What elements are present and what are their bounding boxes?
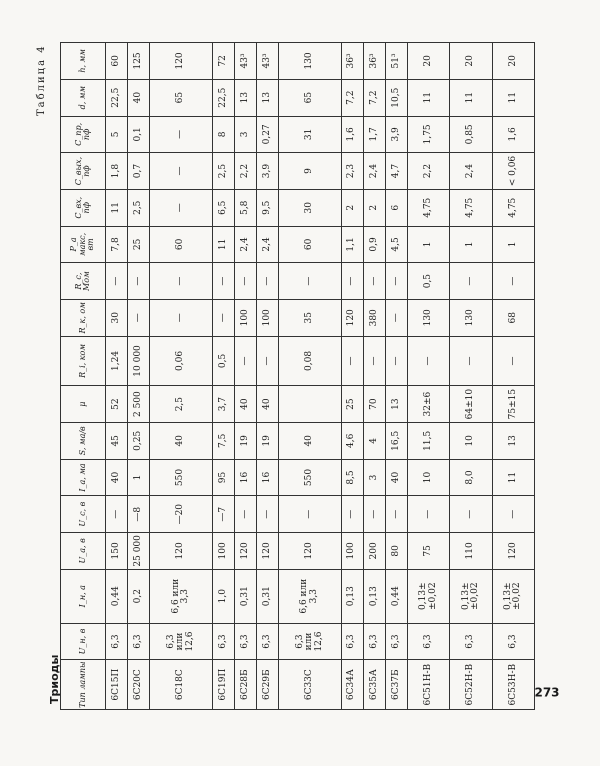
table-cell: — (257, 336, 279, 386)
lamp-type-cell: 6С52Н-В (450, 660, 492, 710)
table-cell: 19 (234, 422, 256, 459)
table-cell: — (257, 263, 279, 300)
header-row (61, 43, 106, 710)
table-cell: 4,6 (341, 422, 363, 459)
table-cell: 6,3 (234, 623, 256, 660)
table-cell: 0,13± ±0,02 (408, 569, 450, 623)
table-cell: 1,75 (408, 116, 450, 153)
table-cell: 45 (106, 422, 128, 459)
table-row (128, 43, 150, 710)
table-cell: 1 (492, 226, 534, 263)
lamp-type-cell: 6С18С (150, 660, 212, 710)
table-cell: — (363, 336, 385, 386)
column-header: С_пр, пф (61, 116, 106, 153)
table-cell: 60 (150, 226, 212, 263)
table-cell: — (492, 336, 534, 386)
table-cell: — (363, 263, 385, 300)
table-cell: — (234, 336, 256, 386)
table-cell: — (363, 496, 385, 533)
table-cell: — (106, 496, 128, 533)
table-cell: 4,75 (492, 189, 534, 226)
table-cell: 7,2 (363, 79, 385, 116)
table-cell: 25 (128, 226, 150, 263)
table-cell: 5,8 (234, 189, 256, 226)
lamp-type-cell: 6С34А (341, 660, 363, 710)
table-cell: 52 (106, 386, 128, 423)
table-cell: — (450, 336, 492, 386)
table-cell: 43³ (234, 43, 256, 80)
table-cell: 95 (212, 459, 234, 496)
table-cell: — (150, 189, 212, 226)
table-cell: 25 000 (128, 533, 150, 570)
table-cell: — (234, 496, 256, 533)
column-header: R_к, ом (61, 299, 106, 336)
table-cell: 51³ (385, 43, 407, 80)
table-cell: 2 (341, 189, 363, 226)
table-cell: 1 (408, 226, 450, 263)
table-cell: — (408, 496, 450, 533)
column-header: S, ма/в (61, 422, 106, 459)
table-cell: — (212, 263, 234, 300)
table-cell: 130 (408, 299, 450, 336)
table-cell: 10,5 (385, 79, 407, 116)
column-header: U_н, в (61, 623, 106, 660)
table-cell: 0,5 (212, 336, 234, 386)
table-cell: 80 (385, 533, 407, 570)
table-cell: 1,24 (106, 336, 128, 386)
table-cell: 13 (492, 422, 534, 459)
table-cell: 11 (450, 79, 492, 116)
table-cell: 0,13 (363, 569, 385, 623)
lamp-type-cell: 6С33С (279, 660, 341, 710)
table-cell: — (150, 263, 212, 300)
table-cell: 36³ (341, 43, 363, 80)
column-header: U_с, в (61, 496, 106, 533)
table-cell: 100 (212, 533, 234, 570)
table-cell: 8,0 (450, 459, 492, 496)
table-cell: — (279, 496, 341, 533)
table-cell: 3,9 (257, 153, 279, 190)
table-cell: 0,85 (450, 116, 492, 153)
table-cell: — (492, 496, 534, 533)
table-cell: 75±15 (492, 386, 534, 423)
table-cell: 6,3 (385, 623, 407, 660)
table-cell: 16 (257, 459, 279, 496)
table-cell: 6,5 (212, 189, 234, 226)
table-cell: 25 (341, 386, 363, 423)
table-cell: —20 (150, 496, 212, 533)
table-cell: 120 (150, 533, 212, 570)
table-cell: 11 (492, 79, 534, 116)
table-cell: — (150, 116, 212, 153)
table-cell: 2 500 (128, 386, 150, 423)
column-header: h, мм (61, 43, 106, 80)
table-cell: 100 (234, 299, 256, 336)
table-cell: 2,2 (408, 153, 450, 190)
table-cell: 40 (279, 422, 341, 459)
table-cell: 3 (363, 459, 385, 496)
column-header: U_а, в (61, 533, 106, 570)
table-cell: 60 (279, 226, 341, 263)
column-header: R_с, Мом (61, 263, 106, 300)
table-cell: 7,5 (212, 422, 234, 459)
table-row (234, 43, 256, 710)
table-cell: 13 (385, 386, 407, 423)
table-cell: 0,13± ±0,02 (492, 569, 534, 623)
table-cell: 1 (450, 226, 492, 263)
table-row (408, 43, 450, 710)
table-cell: 30 (106, 299, 128, 336)
table-cell: — (341, 263, 363, 300)
table-cell: 110 (450, 533, 492, 570)
table-cell: 120 (257, 533, 279, 570)
table-cell: 130 (450, 299, 492, 336)
lamp-type-cell: 6С15П (106, 660, 128, 710)
table-cell: 1,1 (341, 226, 363, 263)
table-cell: 4,75 (408, 189, 450, 226)
table-cell: 40 (257, 386, 279, 423)
table-cell: 40 (106, 459, 128, 496)
table-cell: — (106, 263, 128, 300)
lamp-type-cell: 6С29Б (257, 660, 279, 710)
table-cell: 11 (212, 226, 234, 263)
table-cell: —7 (212, 496, 234, 533)
table-cell: 40 (234, 386, 256, 423)
table-cell: —8 (128, 496, 150, 533)
table-cell: 1,8 (106, 153, 128, 190)
table-cell: 40 (385, 459, 407, 496)
table-cell: 11,5 (408, 422, 450, 459)
table-cell: 10 000 (128, 336, 150, 386)
column-header: С_вых, пф (61, 153, 106, 190)
table-cell: 0,31 (234, 569, 256, 623)
table-cell: 19 (257, 422, 279, 459)
table-cell: — (257, 496, 279, 533)
table-cell: 1,0 (212, 569, 234, 623)
table-cell: 11 (492, 459, 534, 496)
table-cell: 8,5 (341, 459, 363, 496)
table-cell: 22,5 (212, 79, 234, 116)
table-cell: 35 (279, 299, 341, 336)
table-cell: 4,75 (450, 189, 492, 226)
table-cell: 3,7 (212, 386, 234, 423)
table-cell: 2,4 (450, 153, 492, 190)
table-cell: 550 (150, 459, 212, 496)
table-cell: 2,5 (212, 153, 234, 190)
table-cell: 0,13± ±0,02 (450, 569, 492, 623)
table-cell: 16,5 (385, 422, 407, 459)
table-cell: — (408, 336, 450, 386)
lamp-type-cell: 6С19П (212, 660, 234, 710)
table-cell: 100 (341, 533, 363, 570)
page-number: 273 (534, 685, 560, 700)
table-cell: 550 (279, 459, 341, 496)
table-cell: 0,25 (128, 422, 150, 459)
table-cell: 6,3 (212, 623, 234, 660)
table-cell: 6,3 или 12,6 (279, 623, 341, 660)
table-cell: 120 (150, 43, 212, 80)
table-cell: 6,6 или 3,3 (150, 569, 212, 623)
table-cell: 3 (234, 116, 256, 153)
table-cell: 4,5 (385, 226, 407, 263)
table-cell: 65 (279, 79, 341, 116)
table-cell: 6,3 (128, 623, 150, 660)
table-cell: 20 (492, 43, 534, 80)
lamp-type-cell: 6С35А (363, 660, 385, 710)
table-cell: 120 (279, 533, 341, 570)
table-cell: 43³ (257, 43, 279, 80)
table-cell: 40 (128, 79, 150, 116)
table-cell: — (128, 299, 150, 336)
table-cell: 65 (150, 79, 212, 116)
table-cell: 120 (341, 299, 363, 336)
table-cell: 2,4 (234, 226, 256, 263)
table-cell: 32±6 (408, 386, 450, 423)
table-cell: 20 (408, 43, 450, 80)
table-row (150, 43, 212, 710)
table-cell: 30 (279, 189, 341, 226)
table-cell: 6,3 (492, 623, 534, 660)
table-cell (279, 386, 341, 423)
table-cell: 6 (385, 189, 407, 226)
table-cell: 5 (106, 116, 128, 153)
column-header: d, мм (61, 79, 106, 116)
table-cell: — (212, 299, 234, 336)
table-cell: 2,4 (363, 153, 385, 190)
column-header: I_а, ма (61, 459, 106, 496)
table-cell: 6,3 (106, 623, 128, 660)
table-cell: — (128, 263, 150, 300)
table-cell: 2,2 (234, 153, 256, 190)
column-header: Р_а макс, вт (61, 226, 106, 263)
table-cell: 2,3 (341, 153, 363, 190)
table-cell: 22,5 (106, 79, 128, 116)
table-cell: 6,3 (450, 623, 492, 660)
table-cell: 4,7 (385, 153, 407, 190)
table-cell: 10 (408, 459, 450, 496)
table-cell: 6,6 или 3,3 (279, 569, 341, 623)
table-cell: 13 (234, 79, 256, 116)
table-cell: 75 (408, 533, 450, 570)
table-cell: 70 (363, 386, 385, 423)
table-cell: 0,08 (279, 336, 341, 386)
table-cell: 36³ (363, 43, 385, 80)
table-cell: 125 (128, 43, 150, 80)
table-cell: 2,5 (150, 386, 212, 423)
table-row (385, 43, 407, 710)
table-row (106, 43, 128, 710)
table-cell: 4 (363, 422, 385, 459)
table-cell: 0,13 (341, 569, 363, 623)
table-cell: 13 (257, 79, 279, 116)
lamp-type-cell: 6С20С (128, 660, 150, 710)
table-cell: 20 (450, 43, 492, 80)
table-cell: — (234, 263, 256, 300)
table-cell: 0,7 (128, 153, 150, 190)
table-cell: 150 (106, 533, 128, 570)
lamp-type-cell: 6С53Н-В (492, 660, 534, 710)
table-cell: 2,4 (257, 226, 279, 263)
table-row (363, 43, 385, 710)
table-cell: 0,1 (128, 116, 150, 153)
table-cell: 7,8 (106, 226, 128, 263)
table-cell: 100 (257, 299, 279, 336)
table-body (106, 43, 535, 710)
table-cell: 72 (212, 43, 234, 80)
table-cell: — (385, 263, 407, 300)
table-cell: 1,6 (492, 116, 534, 153)
table-cell: 380 (363, 299, 385, 336)
triodes-table (60, 42, 535, 710)
table-cell: — (385, 336, 407, 386)
table-cell: — (450, 263, 492, 300)
section-title: Триоды (48, 654, 61, 704)
column-header: Тип лампы (61, 660, 106, 710)
table-cell: 3,9 (385, 116, 407, 153)
table-cell: 6,3 (363, 623, 385, 660)
table-cell: 0,44 (385, 569, 407, 623)
table-cell: 8 (212, 116, 234, 153)
column-header: I_н, а (61, 569, 106, 623)
table-cell: 0,44 (106, 569, 128, 623)
table-cell: 6,3 (257, 623, 279, 660)
table-cell: 0,27 (257, 116, 279, 153)
table-cell: — (341, 336, 363, 386)
table-row (492, 43, 534, 710)
table-cell: 120 (234, 533, 256, 570)
table-cell: 10 (450, 422, 492, 459)
table-cell: 9,5 (257, 189, 279, 226)
table-cell: 200 (363, 533, 385, 570)
table-cell: 0,06 (150, 336, 212, 386)
table-row (257, 43, 279, 710)
column-header: С_вх, пф (61, 189, 106, 226)
table-cell: 0,9 (363, 226, 385, 263)
table-cell: — (341, 496, 363, 533)
table-row (450, 43, 492, 710)
table-cell: 2 (363, 189, 385, 226)
table-cell: 9 (279, 153, 341, 190)
table-cell: 60 (106, 43, 128, 80)
table-row (212, 43, 234, 710)
table-cell: — (279, 263, 341, 300)
table-cell: 11 (106, 189, 128, 226)
table-cell: 6,3 (341, 623, 363, 660)
table-cell: 0,31 (257, 569, 279, 623)
column-header: R_i, ком (61, 336, 106, 386)
table-cell: 130 (279, 43, 341, 80)
table-cell: 120 (492, 533, 534, 570)
table-cell: 6,3 (408, 623, 450, 660)
table-cell: — (450, 496, 492, 533)
table-cell: — (492, 263, 534, 300)
table-cell: 1,6 (341, 116, 363, 153)
table-cell: 6,3 или 12,6 (150, 623, 212, 660)
lamp-type-cell: 6С37Б (385, 660, 407, 710)
table-cell: 2,5 (128, 189, 150, 226)
table-cell: — (385, 299, 407, 336)
table-cell: < 0,06 (492, 153, 534, 190)
table-cell: — (385, 496, 407, 533)
table-row (341, 43, 363, 710)
table-cell: 7,2 (341, 79, 363, 116)
lamp-type-cell: 6С28Б (234, 660, 256, 710)
lamp-type-cell: 6С51Н-В (408, 660, 450, 710)
column-header: μ (61, 386, 106, 423)
table-cell: 1 (128, 459, 150, 496)
table-cell: 11 (408, 79, 450, 116)
table-cell: 0,2 (128, 569, 150, 623)
table-cell: — (150, 153, 212, 190)
table-cell: 64±10 (450, 386, 492, 423)
table-caption: Таблица 4 (36, 44, 47, 116)
table-cell: 0,5 (408, 263, 450, 300)
table-row (279, 43, 341, 710)
table-cell: — (150, 299, 212, 336)
table-cell: 31 (279, 116, 341, 153)
table-cell: 1,7 (363, 116, 385, 153)
table-cell: 68 (492, 299, 534, 336)
table-cell: 40 (150, 422, 212, 459)
table-cell: 16 (234, 459, 256, 496)
